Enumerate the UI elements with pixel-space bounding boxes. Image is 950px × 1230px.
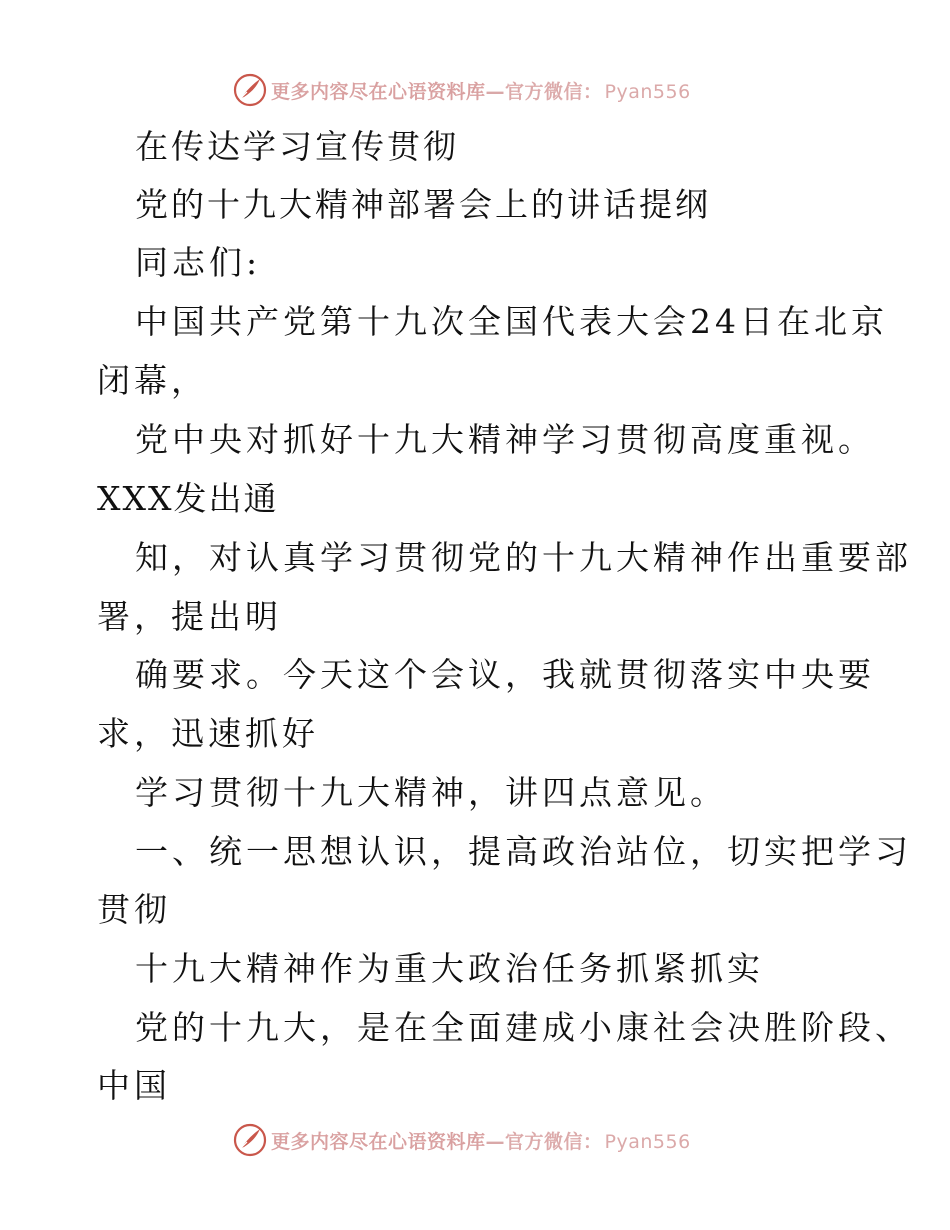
doc-line: 中国共产党第十九次全国代表大会24日在北京 (135, 302, 888, 341)
doc-line: 知，对认真学习贯彻党的十九大精神作出重要部 (135, 538, 912, 577)
watermark-site: 更多内容尽在心语资料库 (271, 80, 486, 103)
watermark-dash: — (485, 80, 506, 103)
quill-logo-icon (233, 73, 267, 107)
watermark-text (271, 77, 691, 104)
doc-line: XXX发出通 (97, 479, 279, 518)
watermark-header (233, 72, 691, 108)
doc-line: 党的十九大，是在全面建成小康社会决胜阶段、 (135, 1008, 912, 1047)
watermark-footer (233, 1122, 691, 1158)
watermark-text (271, 1127, 691, 1154)
doc-line: 闭幕， (97, 361, 208, 400)
doc-line: 党中央对抓好十九大精神学习贯彻高度重视。 (135, 420, 875, 459)
doc-section-heading-cont: 贯彻 (97, 890, 171, 929)
doc-line: 署，提出明 (97, 597, 282, 636)
watermark-site: 更多内容尽在心语资料库 (271, 1130, 486, 1153)
doc-section-heading: 一、统一思想认识，提高政治站位，切实把学习 (135, 832, 912, 871)
quill-logo-icon (233, 1123, 267, 1157)
watermark-wechat-id: Pyan556 (604, 80, 691, 103)
watermark-dash: — (485, 1130, 506, 1153)
doc-line: 确要求。今天这个会议，我就贯彻落实中央要 (135, 655, 875, 694)
doc-line: 求，迅速抓好 (97, 714, 319, 753)
doc-title-line-2: 党的十九大精神部署会上的讲话提纲 (135, 185, 711, 224)
doc-section-heading-cont: 十九大精神作为重大政治任务抓紧抓实 (135, 949, 764, 988)
doc-title-line-1: 在传达学习宣传贯彻 (135, 127, 459, 166)
doc-salutation: 同志们: (135, 243, 262, 282)
watermark-wechat-label: 官方微信： (505, 1130, 603, 1153)
watermark-wechat-label: 官方微信： (505, 80, 603, 103)
watermark-wechat-id: Pyan556 (604, 1130, 691, 1153)
doc-line: 中国 (97, 1066, 171, 1105)
doc-line: 学习贯彻十九大精神，讲四点意见。 (135, 773, 727, 812)
